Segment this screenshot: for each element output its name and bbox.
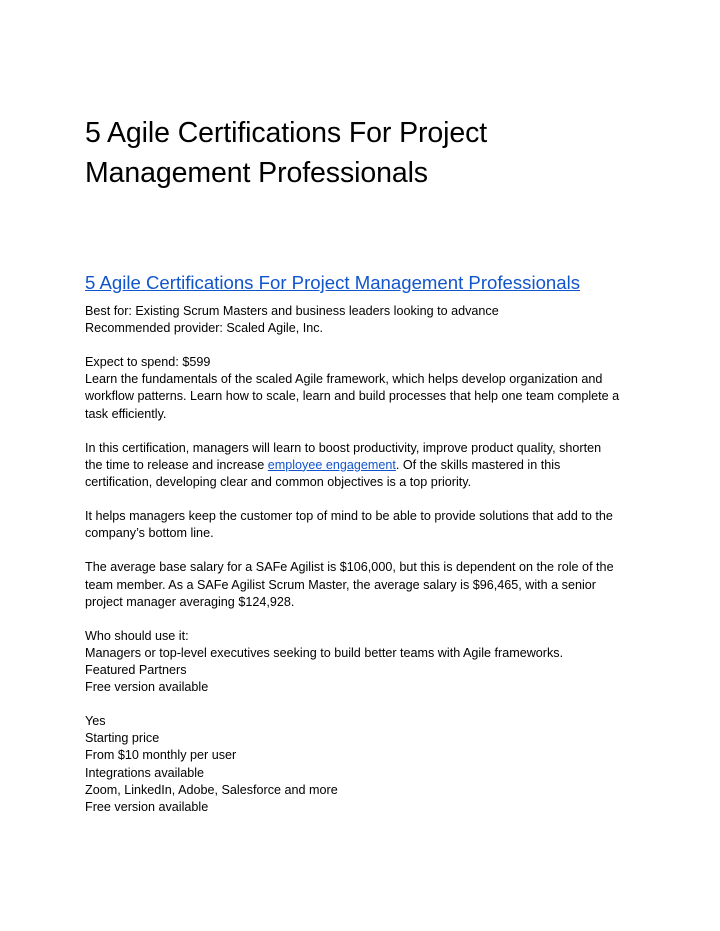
spacer bbox=[85, 337, 645, 354]
integrations-value: Zoom, LinkedIn, Adobe, Salesforce and more bbox=[85, 782, 338, 797]
section-heading-link[interactable]: 5 Agile Certifications For Project Management Professionals bbox=[85, 272, 581, 293]
spacer bbox=[85, 542, 645, 559]
certification-paragraph-line-2 bbox=[85, 457, 645, 474]
spacer bbox=[85, 696, 645, 713]
certification-text-after-link: . Of the skills mastered in this bbox=[395, 457, 561, 472]
recommended-provider-text: Recommended provider: Scaled Agile, Inc. bbox=[85, 321, 324, 336]
expect-to-spend-text: Expect to spend: $599 bbox=[85, 355, 211, 370]
helps-paragraph-line-1: It helps managers keep the customer top of mind to be able to provide solutions that add to the bbox=[85, 509, 613, 524]
learn-paragraph-line-2: workflow patterns. Learn how to scale, learn and build processes that help one team complete a bbox=[85, 389, 620, 404]
who-should-use-value: Managers or top-level executives seeking to build better teams with Agile frameworks. bbox=[85, 645, 564, 660]
employee-engagement-link[interactable]: employee engagement bbox=[267, 457, 396, 472]
free-version-label: Free version available bbox=[85, 680, 209, 695]
best-for-text: Best for: Existing Scrum Masters and business leaders looking to advance bbox=[85, 304, 499, 318]
starting-price-value: From $10 monthly per user bbox=[85, 748, 237, 763]
spacer bbox=[85, 423, 645, 440]
integrations-label: Integrations available bbox=[85, 765, 205, 780]
page-title bbox=[85, 113, 645, 193]
certification-paragraph-line-3: certification, developing clear and common objectives is a top priority. bbox=[85, 474, 472, 489]
starting-price-label: Starting price bbox=[85, 731, 160, 746]
salary-paragraph-line-2: team member. As a SAFe Agilist Scrum Master, the average salary is $96,465, with a senior bbox=[85, 577, 596, 592]
learn-paragraph-line-1: Learn the fundamentals of the scaled Agile framework, which helps develop organization and bbox=[85, 372, 603, 387]
certification-text-before-link: the time to release and increase bbox=[85, 457, 268, 472]
free-version-value: Yes bbox=[85, 714, 106, 729]
page-title-line-2: Management Professionals bbox=[85, 157, 428, 189]
salary-paragraph-line-1: The average base salary for a SAFe Agilist is $106,000, but this is dependent on the role of the bbox=[85, 560, 614, 575]
featured-partners-label: Featured Partners bbox=[85, 662, 187, 677]
free-version-label-2: Free version available bbox=[85, 799, 209, 814]
salary-paragraph-line-3: project manager averaging $124,928. bbox=[85, 594, 295, 609]
certification-paragraph-line-1: In this certification, managers will learn to boost productivity, improve product quality, shorten bbox=[85, 440, 602, 455]
page-title-line-1: 5 Agile Certifications For Project bbox=[85, 117, 488, 149]
who-should-use-label: Who should use it: bbox=[85, 628, 189, 643]
document-body bbox=[85, 303, 645, 816]
spacer bbox=[85, 611, 645, 628]
helps-paragraph-line-2: company’s bottom line. bbox=[85, 526, 214, 541]
spacer bbox=[85, 491, 645, 508]
learn-paragraph-line-3: task efficiently. bbox=[85, 406, 167, 421]
